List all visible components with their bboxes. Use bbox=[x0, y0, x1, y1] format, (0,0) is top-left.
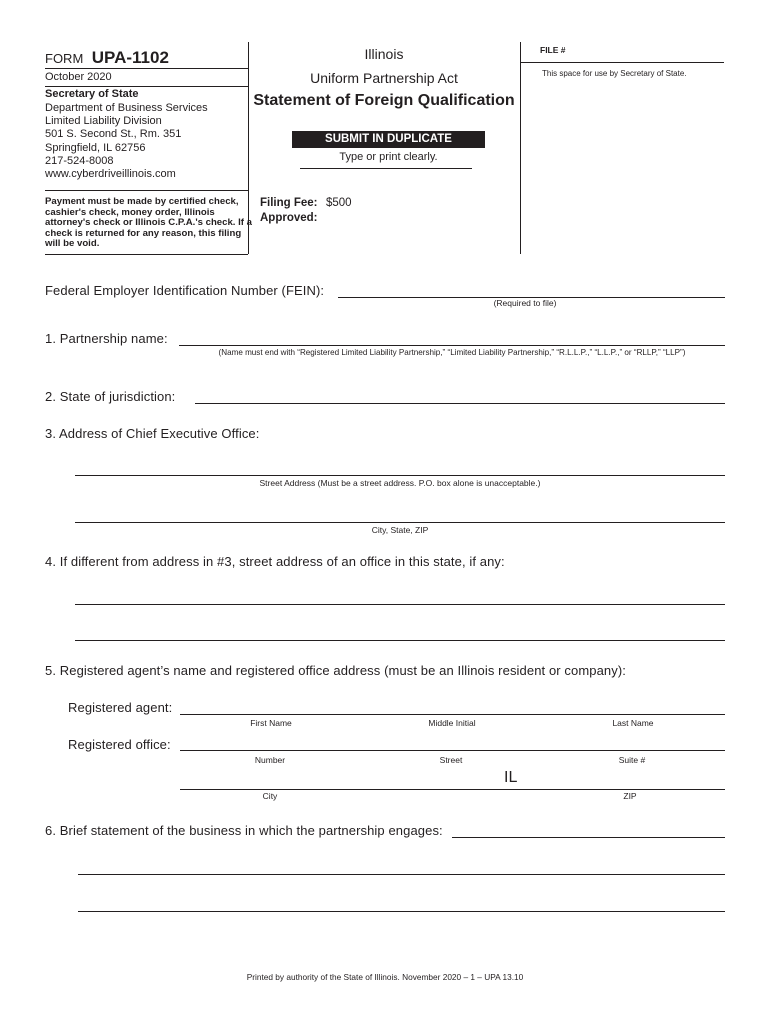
footer-text: Printed by authority of the State of Illinois. November 2020 – 1 – UPA 13.10 bbox=[246, 972, 524, 982]
state-office-line-1[interactable] bbox=[75, 588, 725, 605]
header-rule-1 bbox=[45, 68, 248, 69]
address-line: Limited Liability Division bbox=[45, 115, 162, 128]
filing-fee-value: $500 bbox=[325, 197, 352, 209]
jurisdiction-input[interactable] bbox=[195, 387, 725, 404]
fein-input[interactable] bbox=[338, 281, 725, 298]
partnership-name-note: (Name must end with “Registered Limited Liability Partnership,” “Limited Liability Partnership,” “R.L.L.P.,” “L.L.P.,” or “RLLP,” “LLP”) bbox=[218, 348, 686, 357]
print-note-rule bbox=[300, 168, 472, 169]
registered-agent-input[interactable] bbox=[180, 698, 725, 715]
agency-address bbox=[45, 102, 208, 181]
filing-fee bbox=[260, 193, 352, 211]
header-rule-2 bbox=[45, 86, 248, 87]
registered-agent-label: Registered agent: bbox=[68, 700, 173, 715]
form-id bbox=[45, 48, 169, 68]
address-line: Department of Business Services bbox=[45, 102, 208, 114]
header-rule-3 bbox=[45, 190, 248, 191]
sos-use-area bbox=[521, 63, 724, 254]
state-il-value: IL bbox=[504, 769, 518, 786]
form-title: Statement of Foreign Qualification bbox=[253, 92, 515, 109]
city-caption: City bbox=[262, 791, 278, 801]
street-address-note: Street Address (Must be a street address. P.O. box alone is unacceptable.) bbox=[259, 478, 541, 488]
partnership-name-label: 1. Partnership name: bbox=[45, 331, 168, 346]
partnership-name-input[interactable] bbox=[179, 329, 725, 346]
registered-office-label: Registered office: bbox=[68, 737, 171, 752]
payment-note: Payment must be made by certified check, cashier's check, money order, Illinois attorney's check or Illinois C.P.A.'s check. If a check is returned for any reason, this filing will be void. bbox=[45, 196, 253, 250]
agency-name: Secretary of State bbox=[45, 88, 139, 100]
registered-office-input[interactable] bbox=[180, 734, 725, 751]
state-office-label: 4. If different from address in #3, street address of an office in this state, if any: bbox=[45, 554, 505, 569]
address-line: 501 S. Second St., Rm. 351 bbox=[45, 128, 182, 141]
act-name: Uniform Partnership Act bbox=[310, 70, 458, 86]
business-statement-line-3[interactable] bbox=[78, 895, 725, 912]
address-line: 217-524-8008 bbox=[45, 154, 114, 167]
filing-fee-label: Filing Fee: bbox=[260, 197, 318, 209]
suite-caption: Suite # bbox=[618, 755, 646, 765]
form-prefix: FORM bbox=[45, 51, 84, 66]
address-line: Springfield, IL 62756 bbox=[45, 141, 146, 154]
website-link[interactable]: www.cyberdriveillinois.com bbox=[45, 168, 176, 181]
print-note: Type or print clearly. bbox=[339, 151, 438, 163]
business-statement-line-2[interactable] bbox=[78, 858, 725, 875]
city-state-zip-note: City, State, ZIP bbox=[371, 525, 429, 535]
last-name-caption: Last Name bbox=[612, 718, 654, 728]
street-caption: Street bbox=[439, 755, 463, 765]
registered-agent-heading: 5. Registered agent’s name and registered office address (must be an Illinois resident or company): bbox=[45, 663, 627, 678]
business-statement-input[interactable] bbox=[452, 821, 725, 838]
business-statement-label: 6. Brief statement of the business in which the partnership engages: bbox=[45, 823, 443, 838]
file-number-label: FILE # bbox=[540, 45, 566, 55]
jurisdiction-label: 2. State of jurisdiction: bbox=[45, 389, 176, 404]
sos-use-note: This space for use by Secretary of State. bbox=[542, 69, 687, 78]
first-name-caption: First Name bbox=[250, 718, 292, 728]
state-office-line-2[interactable] bbox=[75, 624, 725, 641]
form-date: October 2020 bbox=[45, 71, 112, 83]
zip-caption: ZIP bbox=[623, 791, 637, 801]
submit-banner: SUBMIT IN DUPLICATE bbox=[292, 131, 485, 148]
registered-office-city-input[interactable] bbox=[180, 773, 725, 790]
form-number: UPA-1102 bbox=[91, 48, 169, 67]
middle-initial-caption: Middle Initial bbox=[428, 718, 476, 728]
header-rule-4 bbox=[45, 254, 248, 255]
chief-office-label: 3. Address of Chief Executive Office: bbox=[45, 426, 260, 441]
number-caption: Number bbox=[254, 755, 286, 765]
approved-label: Approved: bbox=[260, 212, 318, 224]
chief-office-city-input[interactable] bbox=[75, 506, 725, 523]
fein-required-note: (Required to file) bbox=[493, 298, 557, 308]
state-name: Illinois bbox=[364, 46, 404, 62]
fein-label: Federal Employer Identification Number (FEIN): bbox=[45, 283, 325, 298]
chief-office-street-input[interactable] bbox=[75, 459, 725, 476]
